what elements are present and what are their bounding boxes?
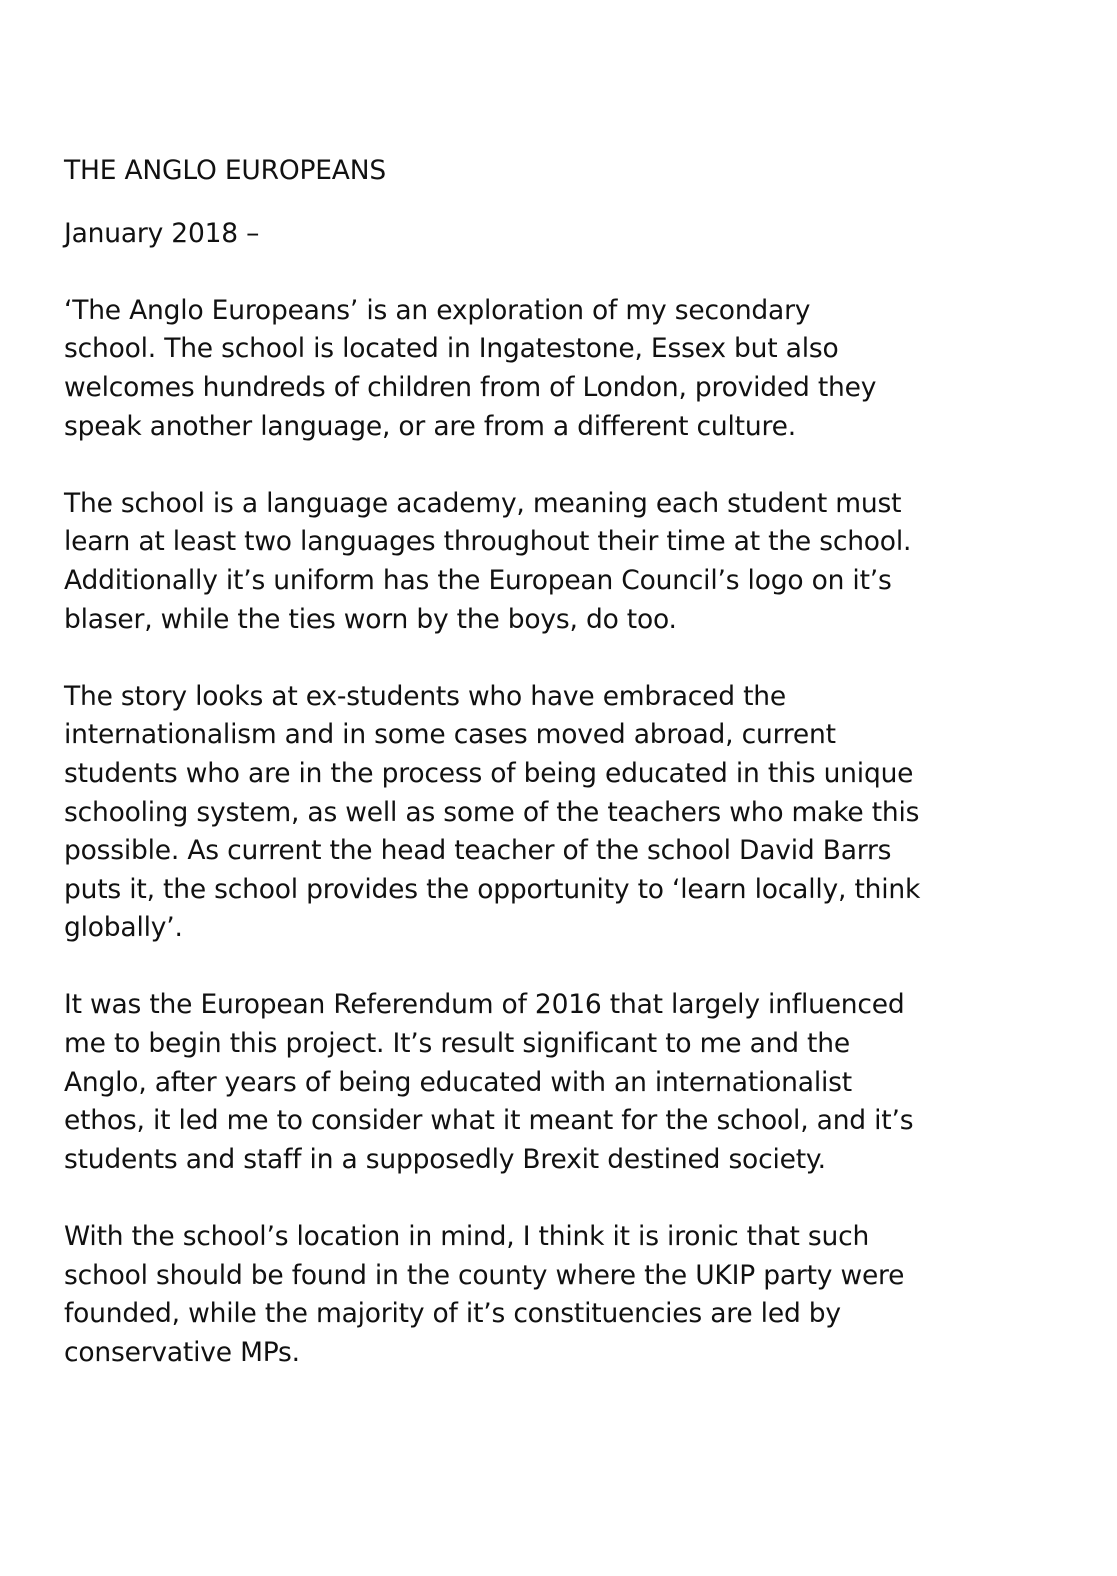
paragraph-line: The school is a language academy, meaning each student must	[64, 487, 902, 519]
paragraph-line: blaser, while the ties worn by the boys, do too.	[64, 603, 677, 635]
paragraph-line: It was the European Referendum of 2016 that largely influenced	[64, 989, 905, 1021]
paragraph-line: puts it, the school provides the opportunity to ‘learn locally, think	[64, 873, 921, 905]
paragraph-line: founded, while the majority of it’s constituencies are led by	[64, 1298, 841, 1330]
paragraph-line: students and staff in a supposedly Brexit destined society.	[64, 1143, 826, 1175]
paragraph-line: Additionally it’s uniform has the European Council’s logo on it’s	[64, 564, 892, 596]
paragraph-line: school should be found in the county where the UKIP party were	[64, 1259, 905, 1291]
paragraph-line: globally’.	[64, 912, 183, 944]
paragraph-line: welcomes hundreds of children from of London, provided they	[64, 371, 877, 403]
document-date: January 2018 –	[64, 217, 260, 249]
paragraph-location	[64, 1218, 964, 1372]
paragraph-line: learn at least two languages throughout their time at the school.	[64, 526, 912, 558]
paragraph-line: speak another language, or are from a different culture.	[64, 410, 796, 442]
paragraph-line: me to begin this project. It’s result significant to me and the	[64, 1028, 850, 1060]
paragraph-line: internationalism and in some cases moved abroad, current	[64, 719, 836, 751]
paragraph-line: possible. As current the head teacher of the school David Barrs	[64, 835, 892, 867]
paragraph-line: The story looks at ex-students who have embraced the	[64, 680, 786, 712]
paragraph-language-academy	[64, 485, 964, 639]
paragraph-story	[64, 678, 964, 948]
paragraph-line: Anglo, after years of being educated with an internationalist	[64, 1066, 852, 1098]
document-body	[64, 152, 964, 1372]
paragraph-line: conservative MPs.	[64, 1336, 300, 1368]
paragraph-line: schooling system, as well as some of the teachers who make this	[64, 796, 920, 828]
paragraph-line: school. The school is located in Ingatestone, Essex but also	[64, 333, 839, 365]
paragraph-line: students who are in the process of being educated in this unique	[64, 757, 914, 789]
paragraph-line: ‘The Anglo Europeans’ is an exploration of my secondary	[64, 294, 811, 326]
paragraph-line: ethos, it led me to consider what it meant for the school, and it’s	[64, 1105, 914, 1137]
paragraph-line: With the school’s location in mind, I think it is ironic that such	[64, 1221, 870, 1253]
document-title: THE ANGLO EUROPEANS	[64, 155, 386, 186]
paragraph-intro	[64, 292, 964, 446]
paragraph-referendum	[64, 986, 964, 1179]
